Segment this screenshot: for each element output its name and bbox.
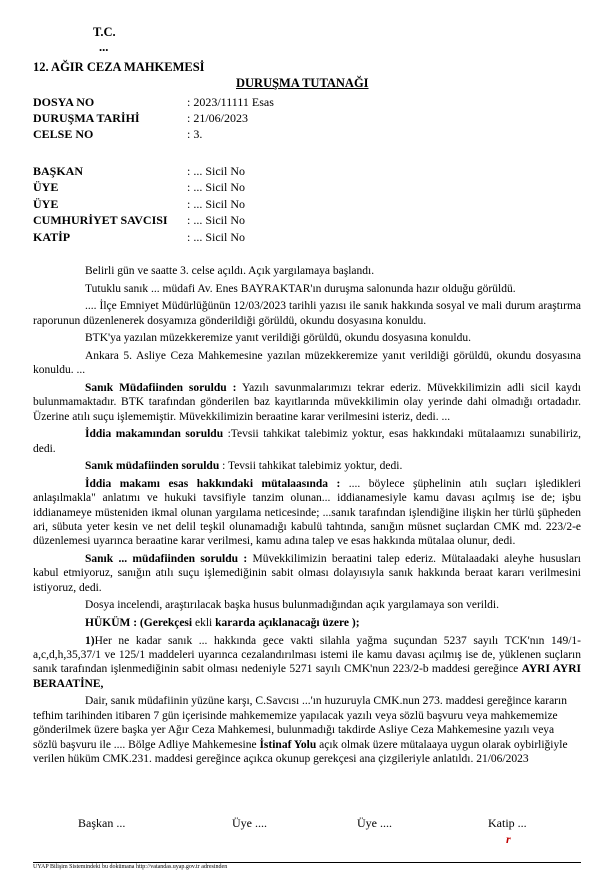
case-info-value: : 3. [187, 127, 203, 141]
panel-role-label: BAŞKAN [33, 164, 84, 178]
paragraph-defense-statement [33, 381, 581, 424]
paragraph-closing: Dosya incelendi, araştırılacak başka husus bulunmadığından açık yargılamaya son verildi. [85, 599, 499, 612]
panel-role-label: ÜYE [33, 180, 59, 194]
panel-role-value: : ... Sicil No [187, 180, 246, 194]
speaker-label: Sanık ... müdafiinden soruldu : [85, 553, 248, 565]
paragraph-attendance: Tutuklu sanık ... müdafi Av. Enes BAYRAKTAR'ın duruşma salonunda hazır olduğu görüldü. [85, 282, 516, 295]
statement-text: .... böylece şüphelinin atılı suçları işledikleri anlaşılmakla" anlatımı ve hukuki tavsifiyle tanzim olunan... iddianamesiyle kamu davası açılmış ise de; işbu iddianameye müsteniden ikmal olunan yargılama neticesinde; ...sanık tarafından işlendiğine ilişkin her türlü şüpheden ari, sübuta yeter kesin ve net delil teşkil olunamadığı kabulü tahtında, sanığın müsnet suçlardan CMK md. 223/2-e düzenlemesi uyarınca beraatine karar verilmesi, kamu adına talep ve esas hakkında mütalaa olunur, dedi. [33, 477, 581, 548]
panel-role-value: : ... Sicil No [187, 230, 246, 244]
uyap-footer-note: UYAP Bilişim Sistemindeki bu dokümana http://vatandas.uyap.gov.tr adresinden [33, 864, 228, 870]
case-info-label: CELSE NO [33, 127, 94, 141]
case-info-label: DOSYA NO [33, 95, 95, 109]
appeal-text-a: Dair, sanık müdafiinin yüzüne karşı, C.Savcısı ...'ın huzuruyla CMK.nun 273. maddesi gereğince kararın tefhim tarihinden itibaren 7 gün içerisinde mahkememize yapılacak yazılı veya sözlü başvuru veya mahkememize gönderilmek üzere başka yer Ağır Ceza Mahkemesi, bulunmadığı takdirde Asliye Ceza Mahkemesine yazılı veya sözlü başvuru ile .... Bölge Adliye Mahkemesine [33, 695, 567, 751]
red-mark: r [506, 832, 511, 846]
case-info-label: DURUŞMA TARİHİ [33, 111, 140, 125]
paragraph-btk-reply: BTK'ya yazılan müzekkeremize yanıt verildiği görüldü, okundu dosyasına konuldu. [85, 332, 471, 345]
court-name: 12. AĞIR CEZA MAHKEMESİ [33, 60, 205, 74]
panel-role-label: CUMHURİYET SAVCISI [33, 213, 168, 227]
verdict-heading [33, 616, 581, 630]
verdict-number: 1) [85, 634, 95, 647]
header-dots: ... [99, 40, 109, 54]
paragraph-opening: Belirli gün ve saatte 3. celse açıldı. Açık yargılamaya başlandı. [85, 265, 375, 277]
paragraph-prosecution-opinion [33, 477, 581, 549]
case-info-value: : 2023/11111 Esas [187, 95, 274, 109]
signature-katip: Katip ... [488, 816, 527, 830]
speaker-label: Sanık müdafiinden soruldu [85, 460, 220, 473]
verdict-text: Her ne kadar sanık ... hakkında gece vakti silahla yağma suçundan 5237 sayılı TCK'nın 149/1-a,c,d,h,35,37/1 ve 125/1 maddeleri uyarınca cezalandırılması istemi ile kamu davası açılmış ise de, yüklenen suçların sanık tarafından işlenmediğinin sabit olması nedeniyle 5271 sayılı CMK'nun 223/2-b maddesi gereğince [33, 634, 581, 676]
speaker-label: Sanık Müdafiinden soruldu : [85, 381, 237, 394]
paragraph-defense-final [33, 552, 581, 595]
verdict-heading-a: HÜKÜM : (Gerekçesi [85, 617, 195, 629]
verdict-paragraph [33, 634, 581, 692]
panel-role-label: ÜYE [33, 197, 59, 211]
footer-divider [33, 862, 581, 863]
paragraph-ankara-reply: Ankara 5. Asliye Ceza Mahkemesine yazılan müzekkeremize yanıt verildiği görüldü, okundu dosyasına konuldu. ... [33, 349, 581, 377]
verdict-heading-c: kararda açıklanacağı üzere ); [212, 617, 360, 629]
appeal-text-c: açık olmak üzere mütalaaya uygun olarak oybirliğiyle verilen hüküm CMK.231. maddesi gereğince açıkca okunup gerekçesi ana çizgileriyle anlatıldı. 21/06/2023 [33, 738, 568, 766]
document-title: DURUŞMA TUTANAĞI [236, 76, 369, 90]
statement-text: : Tevsii tahkikat talebimiz yoktur, dedi. [219, 460, 403, 473]
speaker-label: İddia makamı esas hakkındaki mütalaasında : [85, 477, 341, 490]
statement-text: Müvekkilimizin beraatini talep ederiz. Mütalaadaki aleyhe hususları kabul etmiyoruz, sanığın atılı suçu işlemediğinin sabit olması dolayısıyla sanık hakkında beraat kararı verilmesini istiyoruz, dedi. [33, 553, 581, 594]
signature-uye-1: Üye .... [232, 816, 267, 830]
signature-baskan: Başkan ... [78, 816, 126, 830]
panel-role-label: KATİP [33, 230, 71, 244]
statement-text: Yazılı savunmalarımızı tekrar ederiz. Müvekkilimizin adli sicil kaydı bulunmamaktadır. BTK tarafından gönderilen baz kayıtlarında müvekkilimin olay yerinde dahi olmadığı ortadadır. Üzerine atılı suçu işlememiştir. Müvekkilimizin beraatine karar verilmesini isteriz, dedi. ... [33, 381, 581, 423]
paragraph-prosecution-question [33, 427, 581, 456]
verdict-result: AYRI AYRI BERAATİNE, [33, 663, 581, 690]
panel-role-value: : ... Sicil No [187, 197, 246, 211]
verdict-heading-b: ekli [194, 617, 213, 629]
panel-role-value: : ... Sicil No [187, 213, 246, 227]
statement-text: :Tevsii tahkikat talebimiz yoktur, esas hakkındaki mütalaamızı sunabiliriz, dedi. [33, 428, 581, 455]
case-info-value: : 21/06/2023 [187, 111, 249, 125]
paragraph-police-report: .... İlçe Emniyet Müdürlüğünün 12/03/2023 tarihli yazısı ile sanık hakkında sosyal ve mali durum araştırma raporunun düzenlenerek dosyamıza gönderildiği görüldü, okundu dosyasına konuldu. [33, 300, 581, 327]
appeal-route: İstinaf Yolu [259, 738, 317, 751]
panel-role-value: : ... Sicil No [187, 164, 246, 178]
minutes-body [33, 264, 581, 770]
appeal-paragraph [33, 694, 581, 766]
speaker-label: İddia makamından soruldu [85, 428, 224, 441]
tc-header: T.C. [93, 25, 116, 39]
paragraph-defense-question [33, 459, 581, 473]
signature-uye-2: Üye .... [357, 816, 392, 830]
